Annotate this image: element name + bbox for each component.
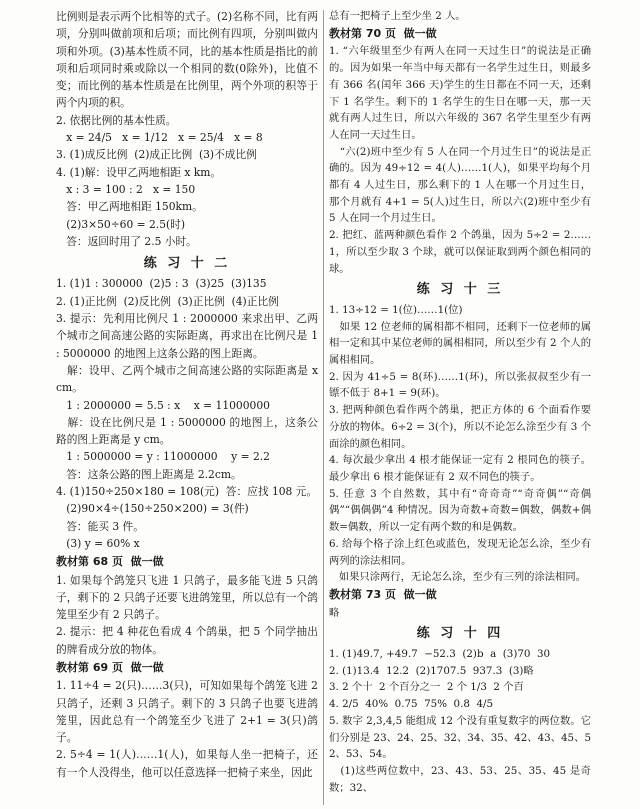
answer-4: 4. (1)解：设甲乙两地相距 x km。 x : 3 = 100 : 2 x = 150 答：甲乙两地相距 150km。 (2)3×50÷60 = 2.5(时) 答：返回时用了 2.5 小时。 (56, 165, 222, 248)
p70-answer-2: 2. 把红、蓝两种颜色看作 2 个鸽巢，因为 5÷2 = 2……1，所以至少取 3 个球，就可以保证取到两个颜色相同的球。 (329, 229, 591, 275)
ex13-answer-5: 5. 任意 3 个自然数，其中有“奇奇奇”“奇奇偶”“奇偶偶”“偶偶偶”4 种情况。因为奇数+奇数=偶数，偶数+偶数=偶数，所以一定有两个数的和是偶数。 (329, 487, 591, 534)
ex13-answer-4: 4. 每次最少拿出 4 根才能保证一定有 2 根同色的筷子。最少拿出 6 根才能保证有 2 双不同色的筷子。 (329, 454, 591, 483)
ex14-answer-2: 2. (1)13.4 12.2 (2)1707.5 937.3 (3)略 (329, 664, 534, 677)
ex13-answer-1: 1. 13÷12 = 1(位)……1(位) 如果 12 位老师的属相都不相同，还剩下一位老师的属相一定和其中某位老师的属相相同，所以至少有 2 个人的属相相同。 (329, 303, 591, 367)
ex14-answer-4: 4. 2/5 40% 0.75 75% 0.8 4/5 (329, 698, 494, 711)
ex12-answer-3: 3. 提示：先利用比例尺 1 : 2000000 来求出甲、乙两个城市之间高速公路的实际距离，再求出在比例尺是 1 : 5000000 的地图上这条公路的图上距离。 解：设甲、乙两个城市之间高速公路的实际距离是 x cm。 1 : 2000000 = 5.5 : x x = 11000000 解：设在比例尺是 1 : 5000000 的地图上，这条公路的图上距离是 y cm。 1 : 5000000 = y : 11000000 y = 2.2 答：这条公路的图上距离是 2.2cm。 (56, 312, 318, 481)
column-divider (323, 10, 324, 805)
textbook-heading-p73: 教材第 73 页 做一做 (329, 587, 437, 601)
section-heading-exercise-14: 练 习 十 四 (416, 626, 504, 642)
p68-answer-1: 1. 如果每个鸽笼只飞进 1 只鸽子，最多能飞进 5 只鸽子，剩下的 2 只鸽子还要飞进鸽笼里，所以总有一个鸽笼里至少有 2 只鸽子。 (56, 573, 318, 622)
p69-answer-2: 2. 5÷4 = 1(人)……1(人)，如果每人坐一把椅子，还有一个人没得坐，他可以任意选择一把椅子来坐，因此 (56, 748, 318, 779)
right-column (329, 8, 591, 796)
p69-answer-2-cont: 总有一把椅子上至少坐 2 人。 (329, 10, 466, 22)
ex13-answer-2: 2. 因为 41÷5 = 8(环)……1(环)，所以张叔叔至少有一镖不低于 8+1 = 9(环)。 (329, 370, 591, 400)
answer-2: 2. 依据比例的基本性质。 x = 24/5 x = 1/12 x = 25/4 x = 8 (56, 113, 263, 145)
textbook-heading-p68: 教材第 68 页 做一做 (56, 555, 164, 569)
section-heading-exercise-12: 练 习 十 二 (143, 256, 231, 272)
ex12-answer-1: 1. (1)1 : 300000 (2)5 : 3 (3)25 (3)135 (56, 277, 267, 291)
ex14-answer-3: 3. 2 个十 2 个百分之一 2 个 1/3 2 个百 (329, 681, 524, 694)
p73-answer: 略 (329, 606, 340, 619)
ex12-answer-4: 4. (1)150÷250×180 = 108(元) 答：应找 108 元。 (2)90×4÷(150÷250×200) = 3(件) 答：能买 3 件。 (3) y = 60% x (56, 485, 318, 550)
answer-3: 3. (1)成反比例 (2)成正比例 (3)不成比例 (56, 148, 257, 162)
ex14-answer-1: 1. (1)49.7, +49.7 −52.3 (2)b a (3)70 30 (329, 648, 551, 661)
textbook-heading-p70: 教材第 70 页 做一做 (329, 26, 437, 40)
textbook-heading-p69: 教材第 69 页 做一做 (56, 660, 164, 674)
p70-answer-1: 1. “六年级里至少有两人在同一天过生日”的说法是正确的。因为如果一年当中每天都有一名学生过生日，则最多有 366 名(闰年 366 天)学生的生日都在不同一天，还剩下 1 名学生。剩下的 1 名学生的生日在哪一天，那一天就有两人过生日，所以六年级的 367 名学生里至少有两人在同一天过生日。 “六(2)班中至少有 5 人在同一个月过生日”的说法是正确的。因为 49÷12 = 4(人)……1(人)，如果平均每个月都有 4 人过生日，那么剩下的 1 人在哪一个月过生日，那个月就有 4+1 = 5(人)过生日，所以六(2)班中至少有 5 人在同一个月过生日。 (329, 45, 591, 225)
ex14-answer-5: 5. 数字 2,3,4,5 能组成 12 个没有重复数字的两位数。它们分别是 23、24、25、32、34、35、42、43、45、52、53、54。 (1)这些两位数中，23、43、53、25、35、45 是奇数；32、 (329, 714, 591, 794)
ex13-answer-3: 3. 把两种颜色看作两个鸽巢，把正方体的 6 个面看作要分放的物体。6÷2 = 3(个)，所以不论怎么涂至少有 3 个面涂的颜色相同。 (329, 404, 591, 450)
p69-answer-1: 1. 11÷4 = 2(只)……3(只)，可知如果每个鸽笼飞进 2 只鸽子，还剩 3 只鸽子。剩下的 3 只鸽子也要飞进鸽笼里，因此总有一个鸽笼至少飞进了 2+1 = 3(只)鸽子。 (56, 679, 322, 745)
section-heading-exercise-13: 练 习 十 三 (416, 282, 504, 298)
ex13-answer-6: 6. 给每个格子涂上红色或蓝色，发现无论怎么涂，至少有两列的涂法相同。 如果只涂两行，无论怎么涂，至少有三列的涂法相同。 (329, 537, 591, 584)
comparison-note: 比例则是表示两个比相等的式子。(2)名称不同，比有两项，分别叫做前项和后项；而比例有四项，分别叫做内项和外项。(3)基本性质不同，比的基本性质是指比的前项和后项同时乘或除以一个相同的数(0除外)，比值不变；而比例的基本性质是在比例里，两个外项的积等于两个内项的积。 (56, 10, 318, 110)
ex12-answer-2: 2. (1)正比例 (2)反比例 (3)正比例 (4)正比例 (56, 294, 279, 308)
left-column (56, 8, 322, 781)
p68-answer-2: 2. 提示：把 4 种花色看成 4 个鸽巢，把 5 个同学抽出的牌看成分放的物体。 (56, 625, 318, 656)
